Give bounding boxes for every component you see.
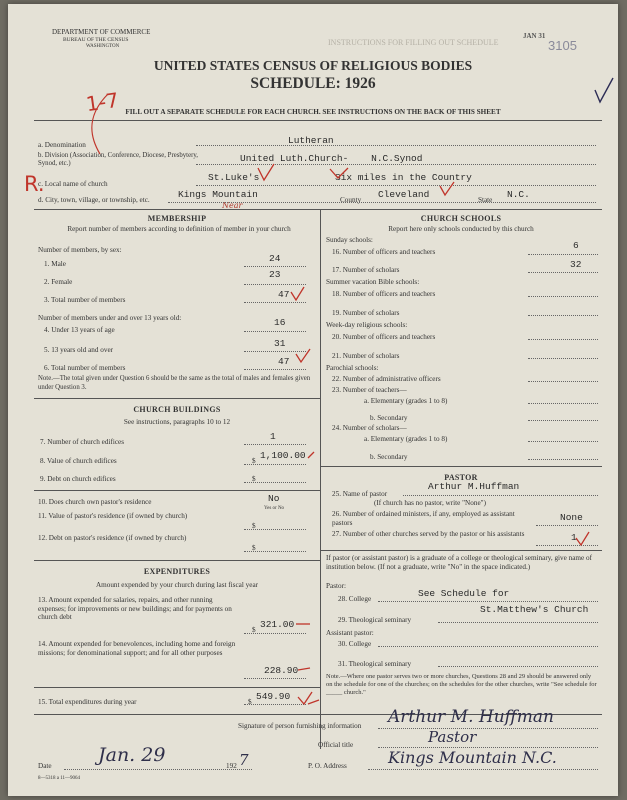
signature-value: Arthur M. Huffman xyxy=(388,707,554,727)
q16-value: 6 xyxy=(573,240,579,251)
q7-label: 7. Number of church edifices xyxy=(40,438,125,446)
received-stamp-date: JAN 31 xyxy=(523,32,546,40)
q1-value: 24 xyxy=(269,253,281,264)
q24-label: 24. Number of scholars— xyxy=(332,424,407,432)
q17-label: 17. Number of scholars xyxy=(332,266,400,274)
buildings-intro: See instructions, paragraphs 10 to 12 xyxy=(123,418,231,426)
form-title: UNITED STATES CENSUS OF RELIGIOUS BODIES xyxy=(153,58,473,73)
q4-value: 16 xyxy=(274,317,286,328)
q2-label: 2. Female xyxy=(44,278,73,286)
official-title-label: Official title xyxy=(318,741,354,749)
q14-value: 228.90 xyxy=(264,665,299,676)
local-name-value: St.Luke's xyxy=(208,172,260,183)
q13-label: 13. Amount expended for salaries, repairs, and other running expenses; for improvements or new buildings; and for payments on church debt xyxy=(38,596,232,621)
form-code: 8—5318 a 11—9064 xyxy=(38,776,81,781)
parochial-schools-label: Parochial schools: xyxy=(326,364,379,372)
dollar-sign: $ xyxy=(252,457,256,465)
age-intro: Number of members under and over 13 years old: xyxy=(38,314,182,322)
q5-value: 31 xyxy=(274,338,286,349)
county-label: County xyxy=(340,196,362,204)
membership-intro: Report number of members according to definition of member in your church xyxy=(67,225,291,233)
faded-instructions-text: INSTRUCTIONS FOR FILLING OUT SCHEDULE xyxy=(328,38,499,47)
buildings-heading: CHURCH BUILDINGS xyxy=(133,405,221,414)
dollar-sign: $ xyxy=(252,626,256,634)
local-name-label: c. Local name of church xyxy=(38,180,108,188)
city-label: WASHINGTON xyxy=(86,44,120,49)
q23b-label: b. Secondary xyxy=(370,414,408,422)
q24a-label: a. Elementary (grades 1 to 8) xyxy=(364,435,448,443)
graduate-note: If pastor (or assistant pastor) is a graduate of a college or theological seminary, give name of institution below. (If not a graduate, write "No" in the space indicated.) xyxy=(326,554,592,571)
q25-note: (If church has no pastor, write "None") xyxy=(374,499,486,507)
dollar-sign: $ xyxy=(248,698,252,706)
membership-note: Note.—The total given under Question 6 should be the same as the total of males and females given under Question 3. xyxy=(38,375,311,391)
by-sex-label: Number of members, by sex: xyxy=(38,246,122,254)
state-value: N.C. xyxy=(507,189,530,200)
q10-label: 10. Does church own pastor's residence xyxy=(38,498,152,506)
schools-heading: CHURCH SCHOOLS xyxy=(420,214,502,223)
q25-value: Arthur M.Huffman xyxy=(428,481,520,492)
q26-label: 26. Number of ordained ministers, if any, employed as assistant pastors xyxy=(332,510,515,527)
pastor-sub-label: Pastor: xyxy=(326,582,346,590)
year-label: 192 xyxy=(226,762,237,770)
expenditures-intro: Amount expended by your church during last fiscal year xyxy=(95,581,259,589)
q3-label: 3. Total number of members xyxy=(44,296,126,304)
assistant-pastor-label: Assistant pastor: xyxy=(326,629,374,637)
location-value: Six miles in the Country xyxy=(335,172,472,183)
q9-label: 9. Debt on church edifices xyxy=(40,475,116,483)
q12-label: 12. Debt on pastor's residence (if owned by church) xyxy=(38,534,187,542)
q29-value: St.Matthew's Church xyxy=(480,604,589,615)
city-value: Kings Mountain xyxy=(178,189,258,200)
q23-label: 23. Number of teachers— xyxy=(332,386,407,394)
q13-value: 321.00 xyxy=(260,619,295,630)
q28-label: 28. College xyxy=(338,595,372,603)
near-annotation: Near xyxy=(222,201,243,210)
dollar-sign: $ xyxy=(252,475,256,483)
official-title-value: Pastor xyxy=(428,728,477,746)
q1-label: 1. Male xyxy=(44,260,66,268)
schools-intro: Report here only schools conducted by this church xyxy=(388,225,534,233)
expenditures-heading: EXPENDITURES xyxy=(143,567,211,576)
q27-value: 1 xyxy=(571,532,577,543)
red-r-mark: R. xyxy=(24,172,45,196)
dollar-sign: $ xyxy=(252,522,256,530)
q19-label: 19. Number of scholars xyxy=(332,309,400,317)
instruction-banner: FILL OUT A SEPARATE SCHEDULE FOR EACH CHURCH. SEE INSTRUCTIONS ON THE BACK OF THIS SHEET xyxy=(125,108,501,116)
q16-label: 16. Number of officers and teachers xyxy=(332,248,436,256)
q31-label: 31. Theological seminary xyxy=(338,660,412,668)
q6-value: 47 xyxy=(278,356,290,367)
date-label: Date xyxy=(38,762,52,770)
q27-label: 27. Number of other churches served by the pastor or his assistants xyxy=(332,530,525,538)
dollar-sign: $ xyxy=(252,544,256,552)
red-check-marks xyxy=(8,4,618,796)
q14-label: 14. Amount expended for benevolences, including home and foreign missions; for denominational support; and for all other purposes xyxy=(38,640,236,657)
q23a-label: a. Elementary (grades 1 to 8) xyxy=(364,397,448,405)
q21-label: 21. Number of scholars xyxy=(332,352,400,360)
pastor-heading: PASTOR xyxy=(444,473,478,482)
department-label: DEPARTMENT OF COMMERCE xyxy=(52,28,151,36)
q7-value: 1 xyxy=(270,431,276,442)
year-handwritten: 7 xyxy=(239,751,249,769)
signature-label: Signature of person furnishing information xyxy=(238,722,362,730)
sunday-schools-label: Sunday schools: xyxy=(326,236,373,244)
date-value: Jan. 29 xyxy=(98,744,166,766)
census-schedule-sheet xyxy=(8,4,618,796)
q10-value: No xyxy=(268,493,280,504)
q6-label: 6. Total number of members xyxy=(44,364,126,372)
summer-schools-label: Summer vacation Bible schools: xyxy=(326,278,420,286)
q4-label: 4. Under 13 years of age xyxy=(44,326,115,334)
q24b-label: b. Secondary xyxy=(370,453,408,461)
q25-label: 25. Name of pastor xyxy=(332,490,388,498)
q5-label: 5. 13 years old and over xyxy=(44,346,114,354)
q26-value: None xyxy=(560,512,583,523)
q8-value: 1,100.00 xyxy=(260,450,306,461)
q2-value: 23 xyxy=(269,269,281,280)
division-label: b. Division (Association, Conference, Diocese, Presbytery, Synod, etc.) xyxy=(38,152,199,167)
q28-value: See Schedule for xyxy=(418,588,510,599)
po-address-label: P. O. Address xyxy=(308,762,347,770)
denomination-value: Lutheran xyxy=(288,135,334,146)
q30-label: 30. College xyxy=(338,640,372,648)
red-annotation-mark: 1-7 xyxy=(84,87,121,117)
q17-value: 32 xyxy=(570,259,582,270)
division-value: United Luth.Church- N.C.Synod xyxy=(240,153,423,164)
q29-label: 29. Theological seminary xyxy=(338,616,412,624)
weekday-schools-label: Week-day religious schools: xyxy=(326,321,408,329)
q22-label: 22. Number of administrative officers xyxy=(332,375,441,383)
bureau-label: BUREAU OF THE CENSUS xyxy=(63,37,129,43)
po-address-value: Kings Mountain N.C. xyxy=(388,748,557,767)
received-stamp-number: 3105 xyxy=(548,38,577,53)
county-value: Cleveland xyxy=(378,189,430,200)
schedule-title: SCHEDULE: 1926 xyxy=(250,75,376,92)
q8-label: 8. Value of church edifices xyxy=(40,457,117,465)
denomination-label: a. Denomination xyxy=(38,141,86,149)
city-label-row: d. City, town, village, or township, etc. xyxy=(38,196,150,204)
membership-heading: MEMBERSHIP xyxy=(147,214,207,223)
q3-value: 47 xyxy=(278,289,290,300)
yes-no-hint: Yes or No xyxy=(264,506,285,511)
state-label: State xyxy=(478,196,493,204)
pastor-note: Note.—Where one pastor serves two or more churches, Questions 28 and 29 should be answered only on the schedule for one of the churches; on the schedules for the other churches, write "See schedule for _____ church." xyxy=(326,673,597,696)
q18-label: 18. Number of officers and teachers xyxy=(332,290,436,298)
q15-value: 549.90 xyxy=(256,691,291,702)
q15-label: 15. Total expenditures during year xyxy=(38,698,137,706)
q20-label: 20. Number of officers and teachers xyxy=(332,333,436,341)
q11-label: 11. Value of pastor's residence (if owned by church) xyxy=(38,512,188,520)
